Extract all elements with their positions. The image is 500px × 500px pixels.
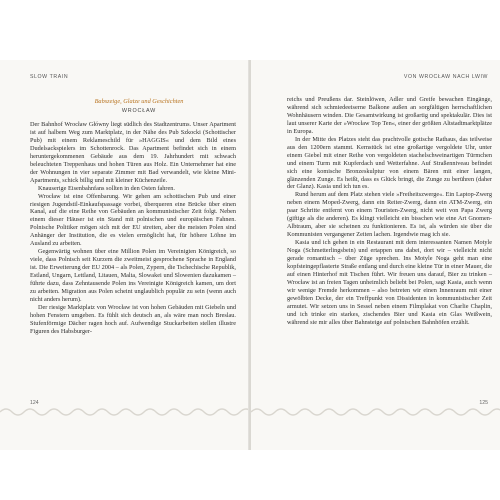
section-title: Babszeige, Glatze und Geschichten <box>94 98 184 105</box>
right-page <box>251 60 500 450</box>
paragraph: Der riesige Marktplatz von Wrocław ist von hohen Gebäuden mit Giebeln und hohen Fenstern umgeben. Es fühlt sich deutsch an, als wäre man noch Breslau. Stufenförmige Dächer ragen hoch auf. Aufwendige Stuckarbeiten stellen illustre Figuren des Habsburger- <box>30 303 236 335</box>
torn-edge-decoration <box>0 404 249 416</box>
page-number-right: 125 <box>479 400 488 406</box>
paragraph: Gegenwärtig wohnen über eine Million Polen im Vereinigten Königreich, so viele, dass Polnisch seit Kurzem die zweitmeist gesprochene Sprache in England ist. Die Erweiterung der EU 2004 – als Polen, Zypern, die Tschechische Republik, Estland, Ungarn, Lettland, Litauen, Malta, Slowakei und Slowenien dazukamen – führte dazu, dass Zehntausende Polen ins Vereinigte Königreich kamen, um dort zu arbeiten. Migration aus Polen scheint unglaublich populär zu sein (wenn auch nicht anders herum). <box>30 248 236 303</box>
section-city: WROCŁAW <box>121 108 157 114</box>
paragraph: reichs und Preußens dar. Steinlöwen, Adler und Greife bewachen Eingänge, während sich schmiedeeiserne Balkone außen an sorgfältigen herrschaftlichen Wohnhäusern winden. Die Gesamtwirkung ist großartig und spektakulär. Dies ist laut unserer Karte der »Wrocław Top Ten«, einer der größten Altstadtmarktplätze in Europa. <box>287 96 492 135</box>
body-text-right <box>287 96 492 327</box>
torn-edge-decoration <box>251 404 500 416</box>
left-page <box>0 60 249 450</box>
running-head-left: SLOW TRAIN <box>30 74 69 80</box>
paragraph: Knauserige Eisenbahnfans sollten in den Osten fahren. <box>38 184 175 192</box>
book-spread <box>0 60 500 450</box>
body-text-left <box>30 121 236 336</box>
paragraph: Rund herum auf dem Platz stehen viele »Freiheitszwerge«. Ein Laptop-Zwerg neben einem Moped-Zwerg, dann ein Reiter-Zwerg, dann ein ATM-Zwerg, ein paar Schritte entfernt von einem Touristen-Zwerg, nicht weit von Papa Zwerg (giftige als die anderen). Es klingt vielleicht ein bisschen wie eine Art Gnomen-Albtraum, aber sie scheinen zu funktionieren. Es ist, als würden sie über die Kommunisten vergangener Zeiten lachen. Irgendwie mag ich sie. <box>287 191 492 239</box>
paragraph: In der Mitte des Platzes steht das prachtvolle gotische Rathaus, das teilweise aus den 1200ern stammt. Kernstück ist eine großartige vergoldete Uhr, unter einem Giebel mit einer Reihe von vergoldeten stachelschweinartigen Türmchen und einem Turm mit Kupferdach und Wetterfahne. Auf Straßenniveau befindet sich eine komische Bronzeskulptur von einem Bären mit einer langen, glänzenden Zunge. Es heißt, dass es Glück bringt, die Zunge zu berühren (daher der Glanz). Kasia und ich tun es. <box>287 135 492 191</box>
paragraph: Kasia und ich gehen in ein Restaurant mit dem interessanten Namen Motyle Noga (Schmetterlingsbein) und ertappen uns dabei, dort wir – vielleicht nicht gerade romantisch – über Züge sprechen. Ins Motyle Noga geht man eine kopfsteingepflasterte Straße entlang und durch eine kleine Tür in einer Mauer, die auf einen Hinterhof mit Tischen führt. Wir freuen uns darauf, Bier zu trinken – Wrocław ist an freien Tagen unheimlich beliebt bei Polen, sagt Kasia, auch wenn wir wenige Fremde herkommen – also betreten wir einen Innenraum mit einer gewölbten Decke, der ein Treffpunkt von Dissidenten in kommunistischer Zeit armutet. Wir setzen uns in Sessel neben einem Filmplakat von Charlie Chaplin, und ich trinke ein starkes, zischendes Bier und Kasia ein Glas Weißwein, während sie mir alles über Bahnsteige auf polnischen Bahnhöfen erzählt. <box>287 239 492 326</box>
paragraph: Wrocław ist eine Offenbarung. Wir gehen am schottischen Pub und einer riesigen Jugendstil-Einkaufspassage vorbei, überqueren eine Brücke über einen Kanal, auf die eine Reihe von Gebäuden an kommunistischer Zeit folgt. Neben einem dieser Häuser ist ein Stand mit polnischen und europäischen Fahnen. Polnische Politiker mögen sich mit der EU streiten, aber die meisten Polen sind Anhänger der Institution, die es vielen ermöglicht hat, für höhere Löhne im Ausland zu arbeiten. <box>30 192 236 248</box>
paragraph: Der Bahnhof Wrocław Główny liegt südlich des Stadtzentrums. Unser Apartment ist auf halbem Weg zum Marktplatz, in der Nähe des Pub Szkocki (Schottischer Pub) mit einem Reklameschild für »HAGGIS« und dem Bild eines Dudelsackspielers im Schottenrock. Das Apartment befindet sich in einem heruntergekommenen Gebäude aus dem 19. Jahrhundert mit schwach beleuchteten Treppenhaus und hohen Türen aus Holz. Ein Unternehmer hat eine der Wohnungen in vier separate Zimmer mit Bad verwandelt, wie kleine Mini-Apartments, schick billig und mit kleiner Küchenzeile. <box>30 121 236 184</box>
page-number-left: 124 <box>30 400 39 406</box>
running-head-right: VON WROCŁAW NACH LWIW <box>403 74 488 80</box>
